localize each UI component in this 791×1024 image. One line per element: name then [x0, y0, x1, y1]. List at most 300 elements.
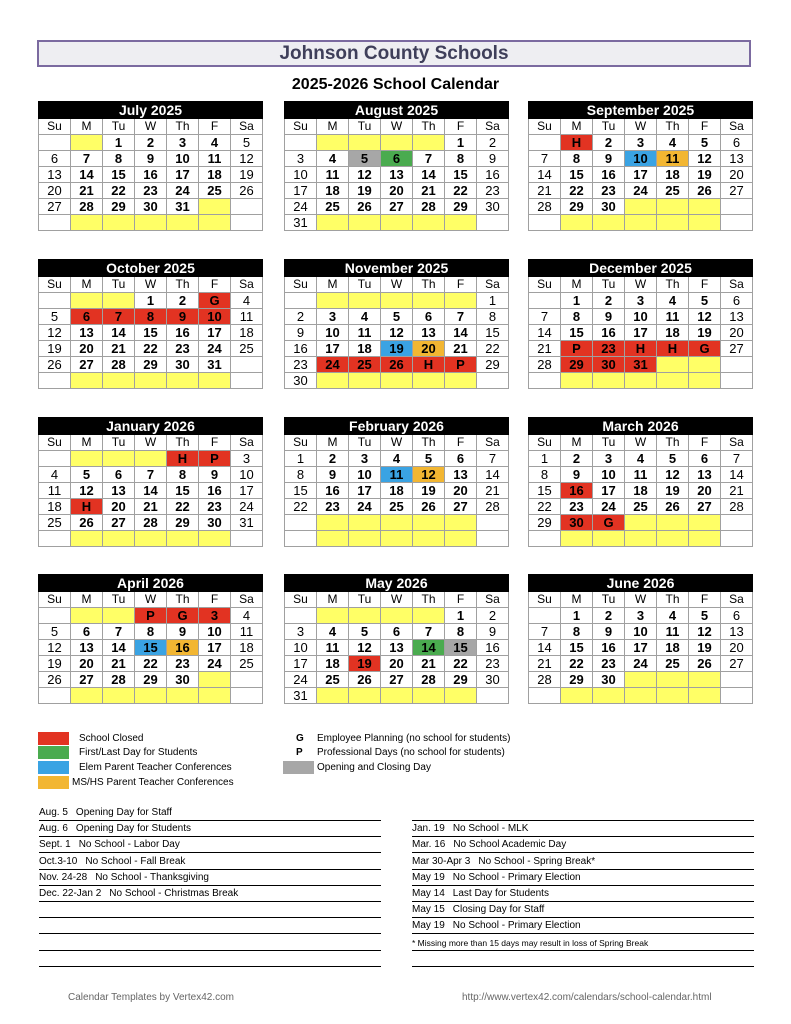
empty-cell [199, 215, 231, 231]
day-cell: 30 [477, 672, 509, 688]
note-line [412, 937, 754, 951]
note-text: No School - Christmas Break [109, 888, 239, 899]
empty-cell [529, 135, 561, 151]
day-cell: 24 [593, 499, 625, 515]
weekday-header: Tu [103, 277, 135, 293]
empty-cell [39, 531, 71, 547]
day-cell: 24 [285, 199, 317, 215]
weekday-header: Tu [103, 119, 135, 135]
empty-cell [39, 215, 71, 231]
day-cell: 26 [657, 499, 689, 515]
day-cell: 25 [199, 183, 231, 199]
legend-label: First/Last Day for Students [79, 747, 198, 758]
note-text: Last Day for Students [452, 888, 549, 899]
day-cell: 7 [103, 309, 135, 325]
empty-cell [445, 531, 477, 547]
day-cell: 5 [689, 135, 721, 151]
empty-cell [381, 293, 413, 309]
note-date: May 19 [412, 920, 445, 932]
empty-cell [445, 373, 477, 389]
day-cell: 22 [529, 499, 561, 515]
day-cell: 25 [39, 515, 71, 531]
day-cell: 11 [317, 167, 349, 183]
day-cell: 27 [445, 499, 477, 515]
day-cell: 6 [721, 135, 753, 151]
day-cell: 1 [103, 135, 135, 151]
day-cell: G [593, 515, 625, 531]
day-cell: 10 [317, 325, 349, 341]
empty-cell [317, 373, 349, 389]
legend-label: School Closed [79, 733, 144, 744]
empty-cell [103, 293, 135, 309]
empty-cell [71, 451, 103, 467]
day-cell: 11 [317, 640, 349, 656]
day-cell: 1 [477, 293, 509, 309]
weekday-header: Su [39, 435, 71, 451]
day-cell: 11 [657, 151, 689, 167]
empty-cell [231, 672, 263, 688]
weekday-header: M [317, 435, 349, 451]
day-cell: 8 [561, 624, 593, 640]
day-cell: G [689, 341, 721, 357]
day-cell: 14 [529, 167, 561, 183]
day-cell: 21 [135, 499, 167, 515]
day-cell: 31 [285, 215, 317, 231]
weekday-header: W [381, 277, 413, 293]
empty-cell [689, 357, 721, 373]
day-cell: 4 [349, 309, 381, 325]
empty-cell [135, 215, 167, 231]
day-cell: G [167, 608, 199, 624]
note-date: Oct.3-10 [39, 855, 78, 867]
day-cell: 11 [231, 624, 263, 640]
empty-cell [413, 215, 445, 231]
day-cell: 9 [167, 624, 199, 640]
day-cell: 19 [231, 167, 263, 183]
day-cell: 8 [135, 309, 167, 325]
empty-cell [689, 215, 721, 231]
weekday-header: F [199, 592, 231, 608]
month-calendar [528, 101, 753, 231]
day-cell: 10 [349, 467, 381, 483]
day-cell: 28 [529, 357, 561, 373]
day-cell: 5 [657, 451, 689, 467]
day-cell: 22 [561, 656, 593, 672]
day-cell: 20 [381, 656, 413, 672]
day-cell: 2 [167, 293, 199, 309]
empty-cell [413, 531, 445, 547]
day-cell: 25 [625, 499, 657, 515]
day-cell: 5 [689, 608, 721, 624]
weekday-header: F [199, 119, 231, 135]
empty-cell [349, 215, 381, 231]
day-cell: 22 [285, 499, 317, 515]
day-cell: 29 [477, 357, 509, 373]
empty-cell [593, 531, 625, 547]
day-cell: 26 [71, 515, 103, 531]
day-cell: 21 [529, 183, 561, 199]
day-cell: 17 [199, 640, 231, 656]
day-cell: 26 [349, 672, 381, 688]
day-cell: 11 [625, 467, 657, 483]
day-cell: 29 [561, 672, 593, 688]
month-calendar [284, 259, 509, 389]
weekday-header: Su [39, 119, 71, 135]
day-cell: 18 [625, 483, 657, 499]
day-cell: 6 [381, 151, 413, 167]
day-cell: 24 [167, 183, 199, 199]
day-cell: 18 [657, 167, 689, 183]
empty-cell [689, 672, 721, 688]
day-cell: 23 [199, 499, 231, 515]
note-text: * Missing more than 15 days may result in loss of Spring Break [412, 937, 649, 948]
day-cell: 22 [445, 183, 477, 199]
empty-cell [231, 373, 263, 389]
empty-cell [721, 515, 753, 531]
day-cell: 5 [381, 309, 413, 325]
day-cell: 8 [561, 151, 593, 167]
empty-cell [199, 672, 231, 688]
day-cell: 24 [349, 499, 381, 515]
empty-cell [625, 199, 657, 215]
empty-cell [625, 672, 657, 688]
day-cell: 29 [561, 357, 593, 373]
day-cell: 3 [285, 624, 317, 640]
day-cell: 15 [477, 325, 509, 341]
empty-cell [413, 515, 445, 531]
day-cell: 29 [529, 515, 561, 531]
day-cell: 31 [167, 199, 199, 215]
empty-cell [381, 608, 413, 624]
day-cell: P [199, 451, 231, 467]
empty-cell [689, 199, 721, 215]
day-cell: 18 [381, 483, 413, 499]
empty-cell [231, 199, 263, 215]
day-cell: 23 [477, 656, 509, 672]
day-cell: 4 [381, 451, 413, 467]
day-cell: 19 [381, 341, 413, 357]
day-cell: 6 [413, 309, 445, 325]
month-title: January 2026 [39, 418, 263, 435]
empty-cell [317, 688, 349, 704]
empty-cell [721, 357, 753, 373]
empty-cell [231, 688, 263, 704]
day-cell: 11 [657, 624, 689, 640]
day-cell: 19 [689, 325, 721, 341]
weekday-header: M [71, 435, 103, 451]
day-cell: 14 [529, 640, 561, 656]
weekday-header: W [135, 277, 167, 293]
weekday-header: Su [285, 435, 317, 451]
day-cell: 2 [477, 608, 509, 624]
empty-cell [477, 531, 509, 547]
day-cell: 19 [349, 656, 381, 672]
day-cell: 1 [445, 608, 477, 624]
day-cell: 26 [39, 357, 71, 373]
weekday-header: Sa [721, 592, 753, 608]
day-cell: 22 [167, 499, 199, 515]
day-cell: 21 [103, 656, 135, 672]
day-cell: 23 [285, 357, 317, 373]
day-cell: 7 [529, 151, 561, 167]
day-cell: 13 [721, 151, 753, 167]
empty-cell [317, 531, 349, 547]
day-cell: 18 [657, 640, 689, 656]
day-cell: 1 [285, 451, 317, 467]
note-line [412, 823, 754, 837]
weekday-header: Th [167, 592, 199, 608]
empty-cell [103, 451, 135, 467]
empty-cell [625, 688, 657, 704]
day-cell: 12 [349, 167, 381, 183]
weekday-header: W [135, 592, 167, 608]
month-title: March 2026 [529, 418, 753, 435]
day-cell: 31 [199, 357, 231, 373]
day-cell: 27 [721, 341, 753, 357]
day-cell: 17 [625, 325, 657, 341]
empty-cell [285, 531, 317, 547]
day-cell: 30 [593, 199, 625, 215]
day-cell: P [445, 357, 477, 373]
empty-cell [445, 688, 477, 704]
day-cell: 17 [317, 341, 349, 357]
day-cell: 12 [39, 325, 71, 341]
day-cell: 16 [167, 640, 199, 656]
note-line [39, 953, 381, 967]
day-cell: H [167, 451, 199, 467]
weekday-header: M [71, 277, 103, 293]
day-cell: 18 [657, 325, 689, 341]
day-cell: 28 [529, 199, 561, 215]
day-cell: 15 [103, 167, 135, 183]
day-cell: 21 [413, 656, 445, 672]
note-line [39, 937, 381, 951]
day-cell: 11 [349, 325, 381, 341]
day-cell: 21 [445, 341, 477, 357]
day-cell: 29 [103, 199, 135, 215]
day-cell: 25 [657, 183, 689, 199]
day-cell: 25 [317, 199, 349, 215]
day-cell: 9 [561, 467, 593, 483]
empty-cell [445, 215, 477, 231]
day-cell: 2 [561, 451, 593, 467]
weekday-header: Tu [593, 592, 625, 608]
day-cell: 17 [231, 483, 263, 499]
day-cell: 8 [477, 309, 509, 325]
day-cell: 29 [445, 672, 477, 688]
day-cell: 27 [71, 357, 103, 373]
day-cell: 1 [445, 135, 477, 151]
note-line [39, 807, 381, 821]
day-cell: 19 [413, 483, 445, 499]
empty-cell [561, 688, 593, 704]
weekday-header: Sa [231, 277, 263, 293]
day-cell: 27 [381, 199, 413, 215]
day-cell: 30 [593, 357, 625, 373]
day-cell: 23 [561, 499, 593, 515]
day-cell: 23 [477, 183, 509, 199]
day-cell: 20 [71, 656, 103, 672]
day-cell: 20 [71, 341, 103, 357]
empty-cell [71, 215, 103, 231]
note-date: Dec. 22-Jan 2 [39, 888, 102, 899]
day-cell: 14 [721, 467, 753, 483]
weekday-header: Tu [593, 435, 625, 451]
empty-cell [349, 135, 381, 151]
weekday-header: M [561, 119, 593, 135]
empty-cell [657, 688, 689, 704]
day-cell: 3 [593, 451, 625, 467]
day-cell: 20 [721, 325, 753, 341]
day-cell: 16 [477, 640, 509, 656]
day-cell: 7 [529, 309, 561, 325]
day-cell: 15 [445, 167, 477, 183]
day-cell: 27 [381, 672, 413, 688]
note-text: No School - Spring Break* [478, 855, 596, 867]
day-cell: 12 [413, 467, 445, 483]
weekday-header: F [689, 277, 721, 293]
day-cell: 16 [317, 483, 349, 499]
day-cell: 11 [39, 483, 71, 499]
day-cell: 24 [231, 499, 263, 515]
empty-cell [561, 531, 593, 547]
note-line [39, 856, 381, 870]
day-cell: 28 [413, 672, 445, 688]
empty-cell [529, 215, 561, 231]
day-cell: 14 [71, 167, 103, 183]
day-cell: 9 [593, 151, 625, 167]
weekday-header: Sa [721, 119, 753, 135]
day-cell: 22 [135, 341, 167, 357]
weekday-header: W [625, 592, 657, 608]
day-cell: 19 [657, 483, 689, 499]
empty-cell [349, 293, 381, 309]
day-cell: 11 [231, 309, 263, 325]
day-cell: 27 [689, 499, 721, 515]
day-cell: 13 [721, 624, 753, 640]
empty-cell [71, 293, 103, 309]
day-cell: 18 [199, 167, 231, 183]
empty-cell [593, 215, 625, 231]
day-cell: 15 [445, 640, 477, 656]
weekday-header: F [445, 592, 477, 608]
empty-cell [135, 451, 167, 467]
day-cell: 16 [593, 167, 625, 183]
day-cell: 3 [285, 151, 317, 167]
day-cell: 23 [593, 183, 625, 199]
day-cell: 14 [529, 325, 561, 341]
note-line [412, 872, 754, 886]
day-cell: 10 [625, 624, 657, 640]
footer-left: Calendar Templates by Vertex42.com [68, 992, 235, 1003]
day-cell: 30 [135, 199, 167, 215]
empty-cell [71, 135, 103, 151]
empty-cell [231, 215, 263, 231]
empty-cell [135, 373, 167, 389]
empty-cell [103, 608, 135, 624]
day-cell: 17 [625, 640, 657, 656]
note-date: Jan. 19 [412, 823, 445, 835]
day-cell: 10 [199, 309, 231, 325]
legend-label: Professional Days (no school for students) [317, 747, 505, 758]
note-text: Opening Day for Students [75, 823, 191, 835]
weekday-header: Sa [477, 277, 509, 293]
weekday-header: Su [39, 592, 71, 608]
day-cell: 31 [625, 357, 657, 373]
day-cell: 15 [529, 483, 561, 499]
day-cell: 23 [317, 499, 349, 515]
day-cell: 7 [413, 151, 445, 167]
day-cell: 2 [135, 135, 167, 151]
day-cell: 3 [317, 309, 349, 325]
weekday-header: Sa [721, 277, 753, 293]
weekday-header: W [135, 435, 167, 451]
day-cell: 20 [413, 341, 445, 357]
month-calendar [38, 417, 263, 547]
weekday-header: F [445, 277, 477, 293]
day-cell: 21 [529, 656, 561, 672]
month-title: May 2026 [285, 575, 509, 592]
note-date: Aug. 6 [39, 823, 68, 835]
day-cell: 23 [593, 341, 625, 357]
day-cell: 23 [167, 341, 199, 357]
day-cell: 11 [381, 467, 413, 483]
legend-swatch-blue [38, 761, 69, 774]
empty-cell [39, 293, 71, 309]
day-cell: 8 [167, 467, 199, 483]
empty-cell [231, 531, 263, 547]
day-cell: 13 [71, 325, 103, 341]
weekday-header: Tu [103, 435, 135, 451]
day-cell: 14 [477, 467, 509, 483]
day-cell: 7 [721, 451, 753, 467]
empty-cell [657, 357, 689, 373]
weekday-header: M [317, 592, 349, 608]
weekday-header: M [561, 592, 593, 608]
weekday-header: F [689, 119, 721, 135]
empty-cell [529, 531, 561, 547]
day-cell: 1 [561, 293, 593, 309]
day-cell: 4 [317, 151, 349, 167]
day-cell: 5 [349, 151, 381, 167]
weekday-header: Tu [349, 592, 381, 608]
day-cell: 17 [349, 483, 381, 499]
empty-cell [561, 215, 593, 231]
day-cell: 25 [317, 672, 349, 688]
day-cell: 15 [285, 483, 317, 499]
day-cell: 25 [349, 357, 381, 373]
day-cell: 2 [477, 135, 509, 151]
weekday-header: M [561, 277, 593, 293]
empty-cell [71, 373, 103, 389]
day-cell: 2 [285, 309, 317, 325]
day-cell: 4 [317, 624, 349, 640]
note-line [412, 856, 754, 870]
empty-cell [167, 373, 199, 389]
day-cell: 17 [199, 325, 231, 341]
day-cell: 3 [625, 293, 657, 309]
empty-cell [199, 199, 231, 215]
day-cell: 31 [285, 688, 317, 704]
weekday-header: W [135, 119, 167, 135]
note-text: Closing Day for Staff [452, 904, 545, 916]
day-cell: 1 [561, 608, 593, 624]
empty-cell [317, 515, 349, 531]
day-cell: 19 [689, 167, 721, 183]
note-text: No School Academic Day [453, 839, 567, 851]
empty-cell [285, 608, 317, 624]
day-cell: 27 [103, 515, 135, 531]
